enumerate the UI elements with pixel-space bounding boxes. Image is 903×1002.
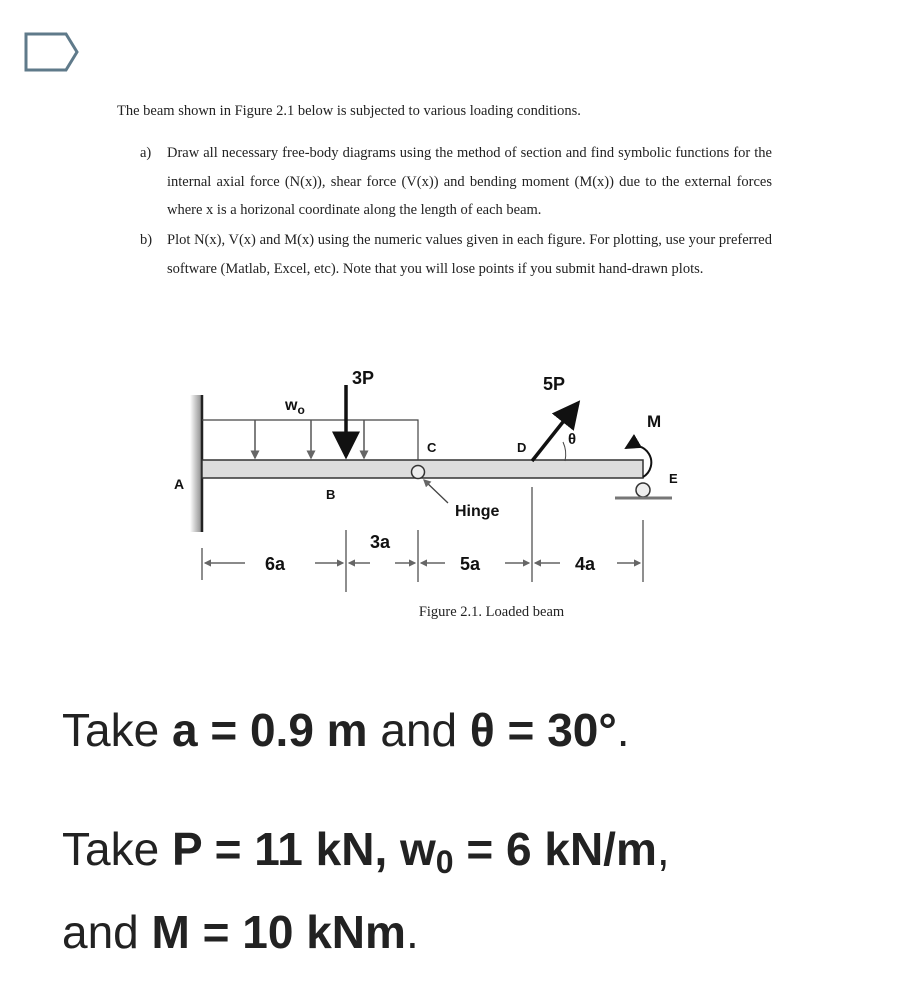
dimension-3a: 3a — [370, 532, 391, 552]
label-A: A — [174, 476, 185, 492]
item-text: Draw all necessary free-body diagrams using the method of section and find symbolic functions for the internal axial force (N(x)), shear force (V(x)) and bending moment (M(x)) due to the external forces where x is a horizonal coordinate along the length of each beam. — [167, 145, 772, 218]
given-values-line-3: and M = 10 kNm. — [62, 906, 419, 958]
figure-caption: Figure 2.1. Loaded beam — [418, 604, 565, 620]
item-label: a) — [140, 145, 152, 161]
label-B: B — [326, 487, 336, 502]
dimension-4a: 4a — [575, 554, 596, 574]
label-w0: $w_o$ — [285, 397, 305, 417]
label-3P: 3P — [352, 368, 375, 388]
label-C: C — [427, 440, 437, 455]
dimension-5a: 5a — [460, 554, 481, 574]
intro-text: The beam shown in Figure 2.1 below is subjected to various loading conditions. — [117, 103, 581, 119]
hinge — [412, 466, 425, 479]
distributed-load — [202, 420, 418, 460]
dimension-lines — [202, 487, 643, 592]
label-theta: θ — [568, 431, 577, 448]
item-text: Plot N(x), V(x) and M(x) using the numeric values given in each figure. For plotting, use your preferred software (Matlab, Excel, etc). Note that you will lose points if you submit hand-drawn plots. — [167, 232, 772, 277]
roller-support — [636, 483, 650, 497]
label-D: D — [517, 440, 527, 455]
given-values-line-2: Take P = 11 kN, $w_0 = 6$ kN/m, — [62, 823, 670, 880]
label-5P: 5P — [543, 374, 566, 394]
label-hinge: Hinge — [455, 503, 500, 520]
given-values-line-1: Take a = 0.9 m and θ = 30°. — [62, 704, 630, 756]
fixed-wall — [190, 395, 202, 532]
dimension-6a: 6a — [265, 554, 286, 574]
label-M: M — [647, 412, 662, 431]
label-E: E — [669, 471, 678, 486]
item-label: b) — [140, 232, 153, 248]
